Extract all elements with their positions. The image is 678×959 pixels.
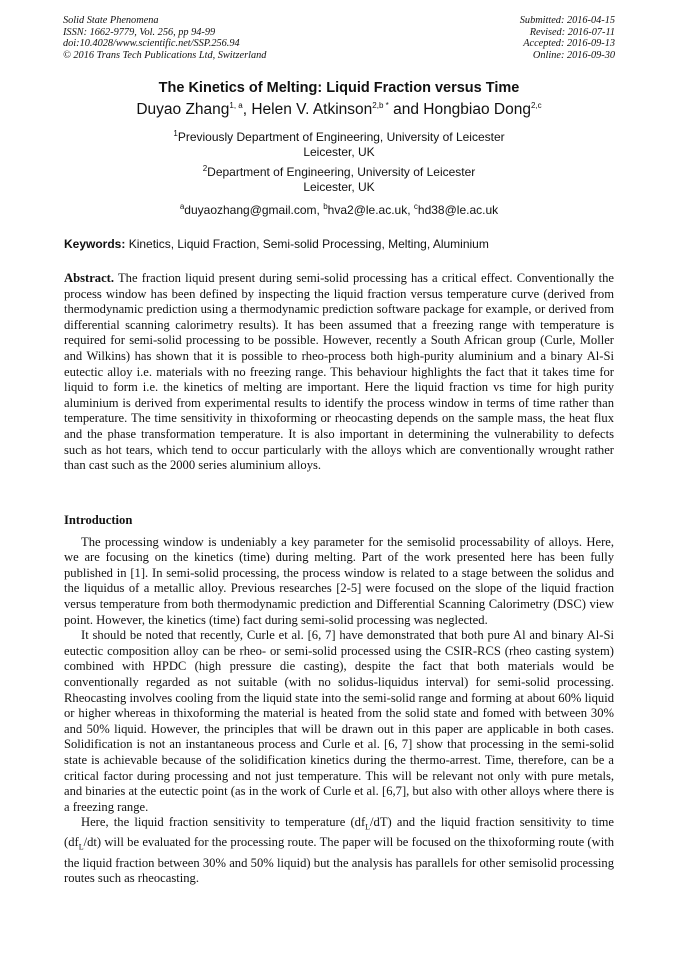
affiliation-1 <box>0 130 678 160</box>
journal-doi: doi:10.4028/www.scientific.net/SSP.256.94 <box>63 38 240 49</box>
affiliation-line: Department of Engineering, University of Leicester <box>207 165 476 179</box>
date-online: Online: 2016-09-30 <box>532 49 615 61</box>
email-link[interactable]: hd38@le.ac.uk <box>417 203 499 217</box>
affiliation-sup: 2 <box>202 164 208 173</box>
author-name: Duyao Zhang <box>136 101 230 118</box>
author-separator: and <box>388 101 424 118</box>
affiliation-line: Leicester, UK <box>303 145 375 159</box>
journal-issn: ISSN: 1662-9779, Vol. 256, pp 94-99 <box>63 26 216 38</box>
paper-title: The Kinetics of Melting: Liquid Fraction versus Time <box>158 80 520 96</box>
abstract-label: Abstract. <box>64 271 115 285</box>
affiliation-line: Leicester, UK <box>303 180 375 194</box>
keywords-label: Keywords: <box>64 237 126 251</box>
paragraph: Here, the liquid fraction sensitivity to temperature $(df_L/dT)$ and the liquid fraction sensitivity to time $(df_L/dt)$ will be evaluated for the processing route. The paper will be focused on the thixoforming route (with the liquid fraction between 30% and 50% liquid) but the analysis has parallels for other semisolid processing routes such as rheocasting. <box>64 815 615 886</box>
email-sup: a <box>179 202 185 211</box>
author-sup: 2,b * <box>372 100 389 110</box>
author-sup: 1, a <box>229 100 243 110</box>
date-revised: Revised: 2016-07-11 <box>529 26 615 38</box>
publication-dates <box>520 15 615 61</box>
author-sup: 2,c <box>530 100 542 110</box>
email-link[interactable]: hva2@le.ac.uk, <box>327 203 414 217</box>
author-separator: , <box>242 101 252 118</box>
journal-info <box>63 15 266 61</box>
author-list <box>0 101 678 119</box>
affiliation-line: Previously Department of Engineering, University of Leicester <box>177 130 505 144</box>
affiliation-2 <box>0 165 678 195</box>
date-accepted: Accepted: 2016-09-13 <box>523 38 615 49</box>
email-list <box>0 203 678 218</box>
journal-copyright: © 2016 Trans Tech Publications Ltd, Switzerland <box>63 49 267 61</box>
date-submitted: Submitted: 2016-04-15 <box>519 15 615 26</box>
affiliation-sup: 1 <box>173 129 178 138</box>
abstract <box>64 271 614 474</box>
author-name: Helen V. Atkinson <box>251 101 373 118</box>
email-sup: c <box>413 202 418 211</box>
introduction-section <box>64 513 614 887</box>
paragraph: It should be noted that recently, Curle et al. [6, 7] have demonstrated that both pure Al and binary Al-Si eutectic composition alloy can be rheo- or semi-solid processed using the CSIR-RCS (rheo casting system) combined with HPDC (high pressure die casting), despite the fact that both materials would be conventionally regarded as not suitable (with no solidus-liquidus interval) for semi-solid processing. Rheocasting involves cooling from the liquid state into the semi-solid range and forming at about 60% liquid or higher whereas in thixoforming the material is heated from the solid state and fomed with between 30% and 50% liquid. However, the principles that will be drawn out in this paper are applicable in both cases. Solidification is not an instantaneous process and Curle et al. [6, 7] show that processing in the semi-solid state is achievable because of the solidification kinetics during the thermo-arrest. Time, therefore, can be a critical factor during processing and not just temperature. This will be relevant not only with pure metals, and binaries at the eutectic point (as in the work of Curle et al. [6,7], but also with other alloys where there is a freezing range. <box>64 628 614 814</box>
author-name: Hongbiao Dong <box>423 101 531 118</box>
journal-name: Solid State Phenomena <box>63 15 159 26</box>
email-link[interactable]: duyaozhang@gmail.com, <box>184 203 324 217</box>
keywords-text: Kinetics, Liquid Fraction, Semi-solid Processing, Melting, Aluminium <box>125 237 489 251</box>
section-heading: Introduction <box>64 513 133 527</box>
email-sup: b <box>323 202 328 211</box>
paragraph: The processing window is undeniably a key parameter for the semisolid processability of alloys. Here, we are focusing on the kinetics (time) during melting. Part of the work presented here has been fully published in [1]. In semi-solid processing, the process window is related to a stage between the solidus and the liquidus of a metallic alloy. Previous researches [2-5] were focused on the slope of the liquid fraction versus temperature from both thermodynamic prediction and Differential Scanning Calorimetry (DSC) view point. However, the kinetics (time) fact during semi-solid processing was neglected. <box>64 534 614 627</box>
abstract-text: The fraction liquid present during semi-solid processing has a critical effect. Conventionally the process window has been defined by inspecting the liquid fraction versus temperature curve (derived from thermodynamic prediction using a thermodynamic prediction software package for example, or derived from differential scanning calorimetry results). It has been assumed that a freezing range with temperature is required for semi-solid processing to be possible. However, recently a South African group (Curle, Moller and Wilkins) has shown that it is possible to rheo-process both high-purity aluminium and a binary Al-Si eutectic alloy i.e. materials with no freezing range. This behaviour highlights the fact that it takes time for liquid to form i.e. the kinetics of melting are important. Here the liquid fraction vs time for high purity aluminium is derived from experimental results to identify the process window in terms of time rather than temperature. The time sensitivity in thixoforming or rheocasting depends on the sample mass, the heat flux and the phase transformation temperature. It is also important in determining the vulnerability to defects such as hot tears, which tend to occur particularly with the alloys which are conventionally wrought rather than cast such as the 2000 series aluminium alloys. <box>64 271 614 473</box>
keywords <box>64 237 489 251</box>
